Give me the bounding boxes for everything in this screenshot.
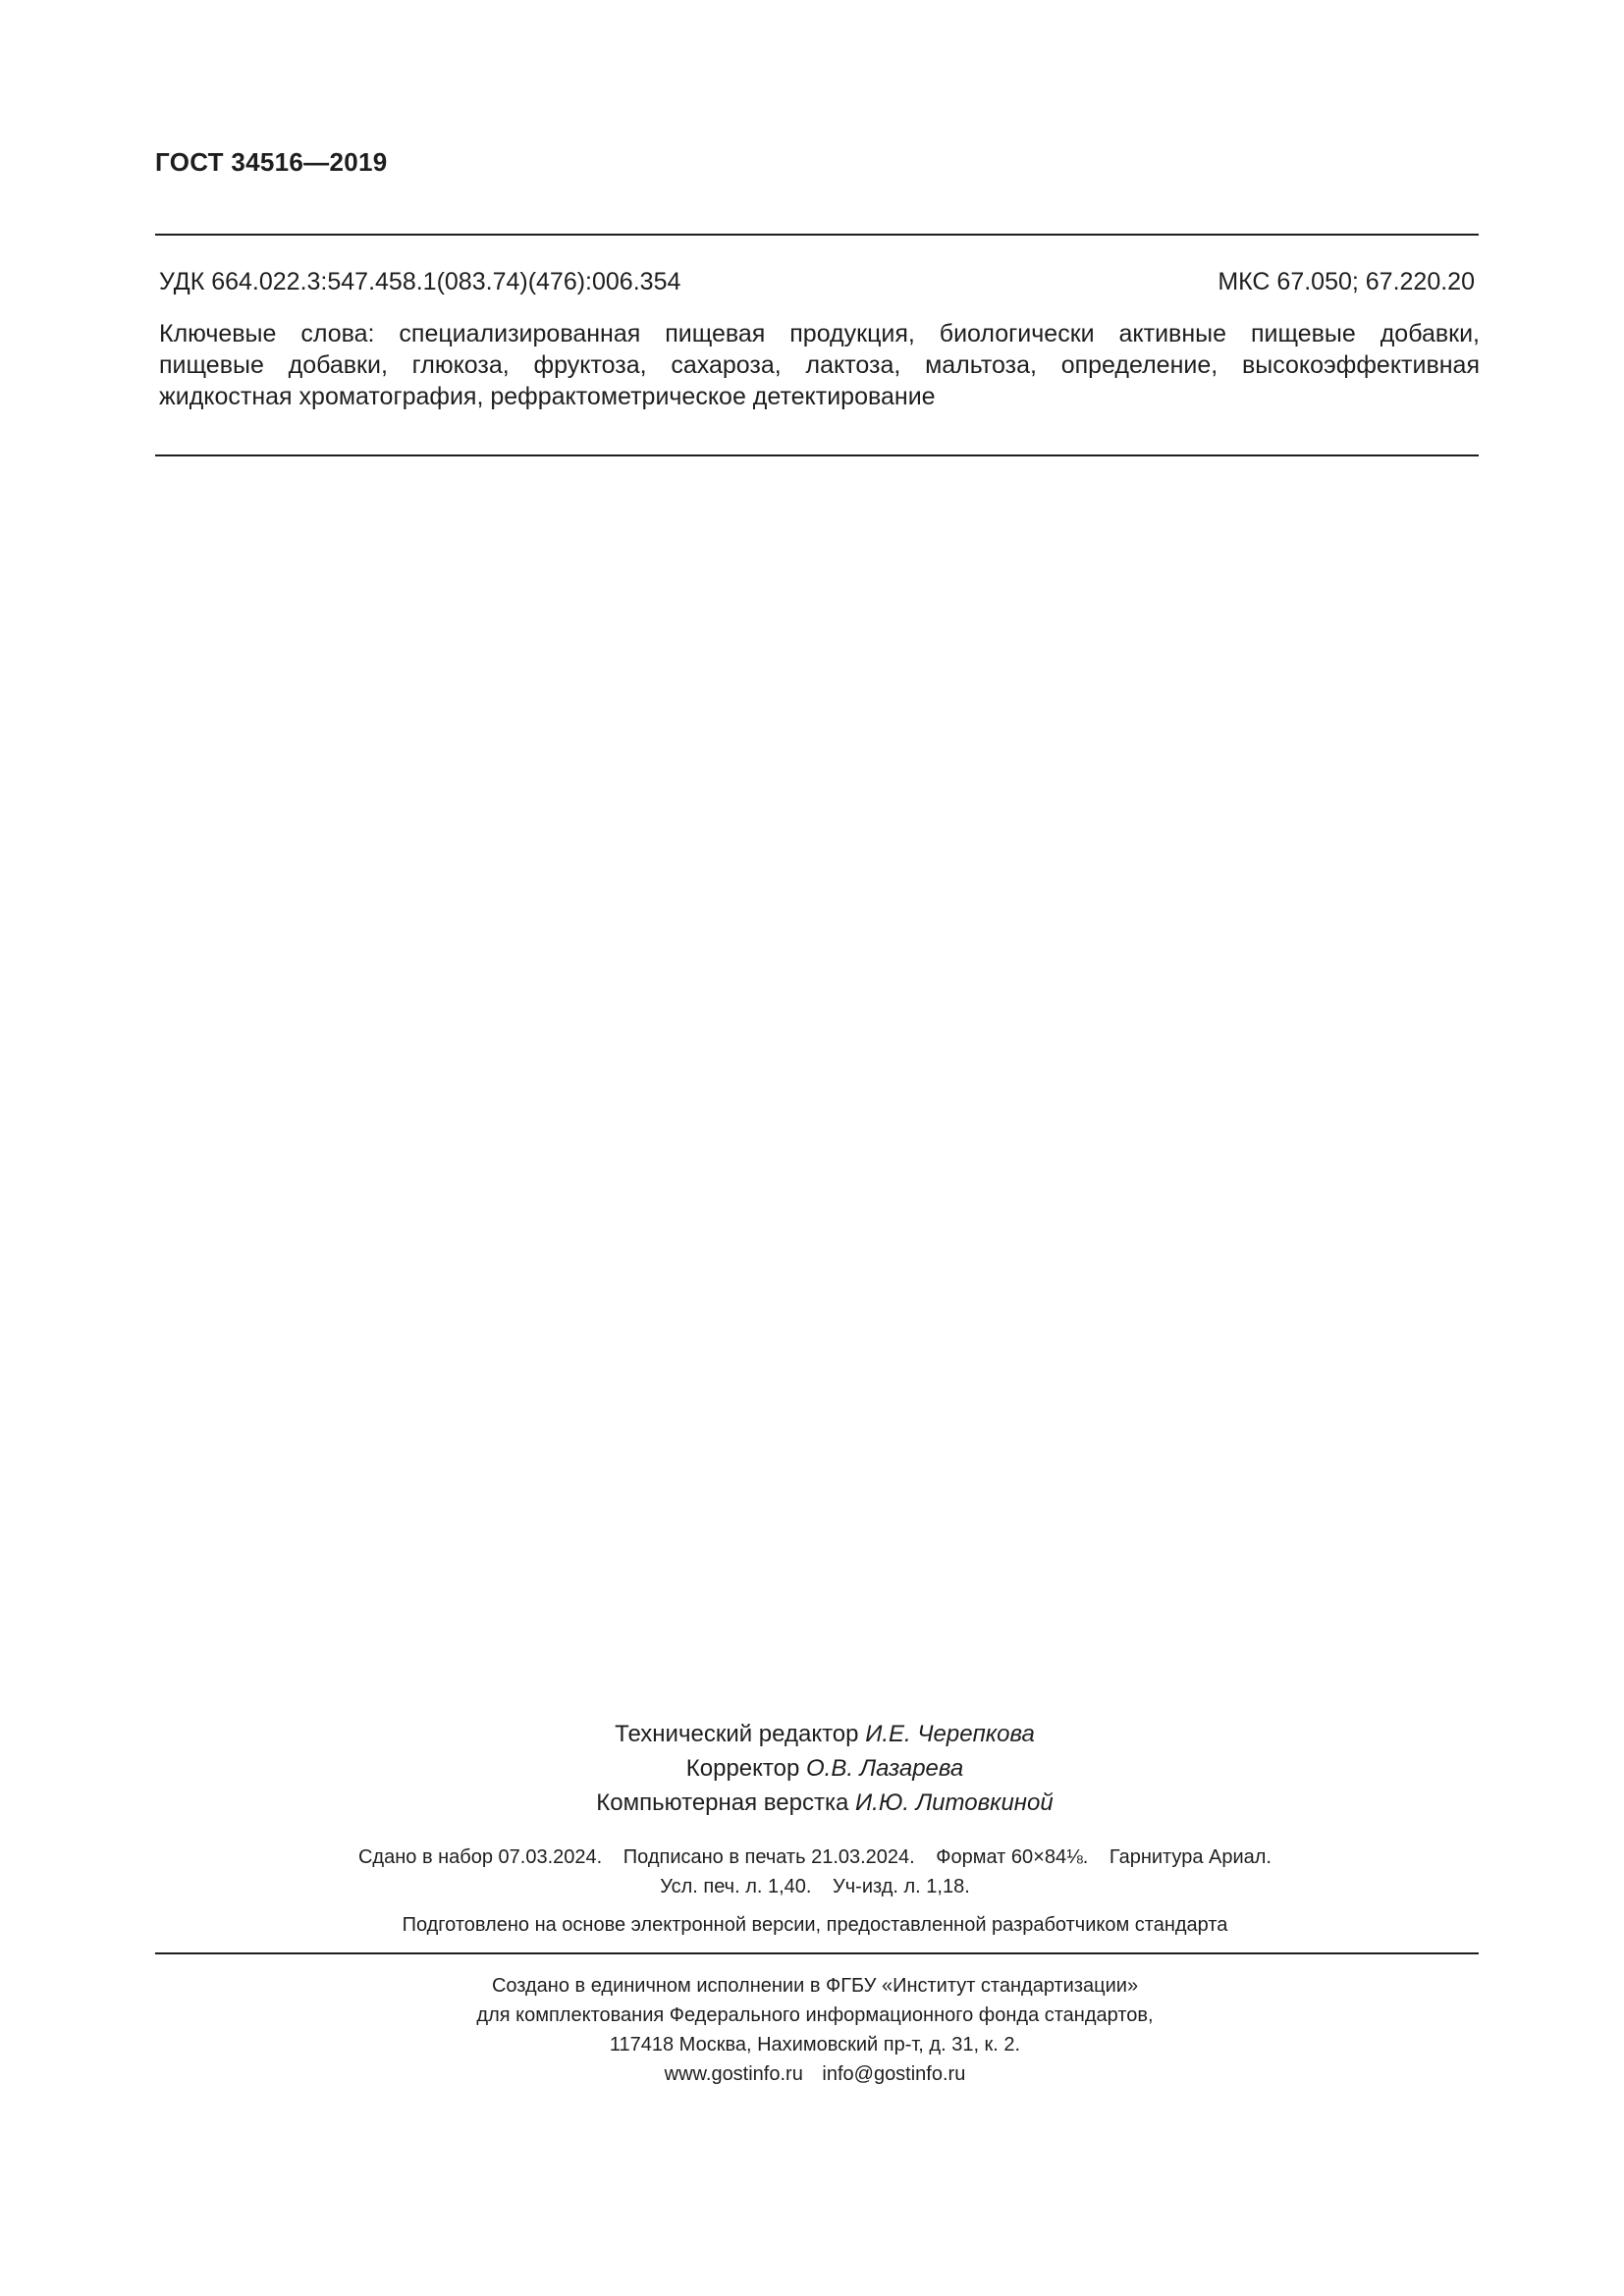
mks-code: МКС 67.050; 67.220.20 (1218, 268, 1475, 295)
staff-role: Компьютерная верстка (596, 1789, 849, 1816)
classification-row (159, 268, 1475, 301)
keywords-divider (155, 454, 1479, 456)
created-info-line: 117418 Москва, Нахимовский пр-т, д. 31, к. 2. (609, 2034, 1021, 2056)
created-info-line: для комплектования Федерального информационного фонда стандартов, (476, 2004, 1154, 2026)
udk-code: УДК 664.022.3:547.458.1(083.74)(476):006.354 (159, 268, 681, 295)
print-info-line-1 (245, 1842, 1384, 1872)
sent-to-set: Сдано в набор 07.03.2024. (357, 1846, 603, 1868)
staff-name: И.Ю. Литовкиной (855, 1789, 1054, 1816)
top-divider (155, 234, 1479, 236)
prepared-note: Подготовлено на основе электронной версии, предоставленной разработчиком стандарта (402, 1914, 1228, 1936)
email-link[interactable]: info@gostinfo.ru (822, 2063, 966, 2085)
website-link[interactable]: www.gostinfo.ru (664, 2063, 803, 2085)
layout-designer (491, 1786, 1159, 1820)
typeface: Гарнитура Ариал. (1109, 1846, 1272, 1868)
page-header-standard-id: ГОСТ 34516—2019 (155, 147, 388, 177)
created-info-line: Создано в единичном исполнении в ФГБУ «Институт стандартизации» (491, 1975, 1139, 1997)
printed-sheets: Усл. печ. л. 1,40. (660, 1876, 812, 1897)
bottom-divider (155, 1952, 1479, 1954)
publisher-sheets: Уч-изд. л. 1,18. (833, 1876, 970, 1897)
created-info (245, 1971, 1384, 2089)
staff-role: Корректор (685, 1755, 800, 1782)
print-format: Формат 60×84⅛. (936, 1846, 1089, 1868)
editorial-staff (491, 1717, 1159, 1820)
staff-name: О.В. Лазарева (806, 1755, 964, 1782)
keywords-block (159, 318, 1480, 412)
proofreader (491, 1751, 1159, 1786)
signed-for-print: Подписано в печать 21.03.2024. (623, 1846, 915, 1868)
contacts-line (245, 2059, 1384, 2089)
keywords-line: пищевые добавки, глюкоза, фруктоза, сахароза, лактоза, мальтоза, определение, высокоэффективная (159, 351, 1480, 379)
keywords-line: Ключевые слова: специализированная пищевая продукция, биологически активные пищевые добавки, (159, 320, 1480, 347)
staff-name: И.Е. Черепкова (865, 1721, 1035, 1747)
print-info (245, 1842, 1384, 1901)
keywords-line: жидкостная хроматография, рефрактометрическое детектирование (159, 383, 936, 410)
print-info-line-2 (245, 1872, 1384, 1901)
technical-editor (491, 1717, 1159, 1751)
staff-role: Технический редактор (615, 1721, 859, 1747)
